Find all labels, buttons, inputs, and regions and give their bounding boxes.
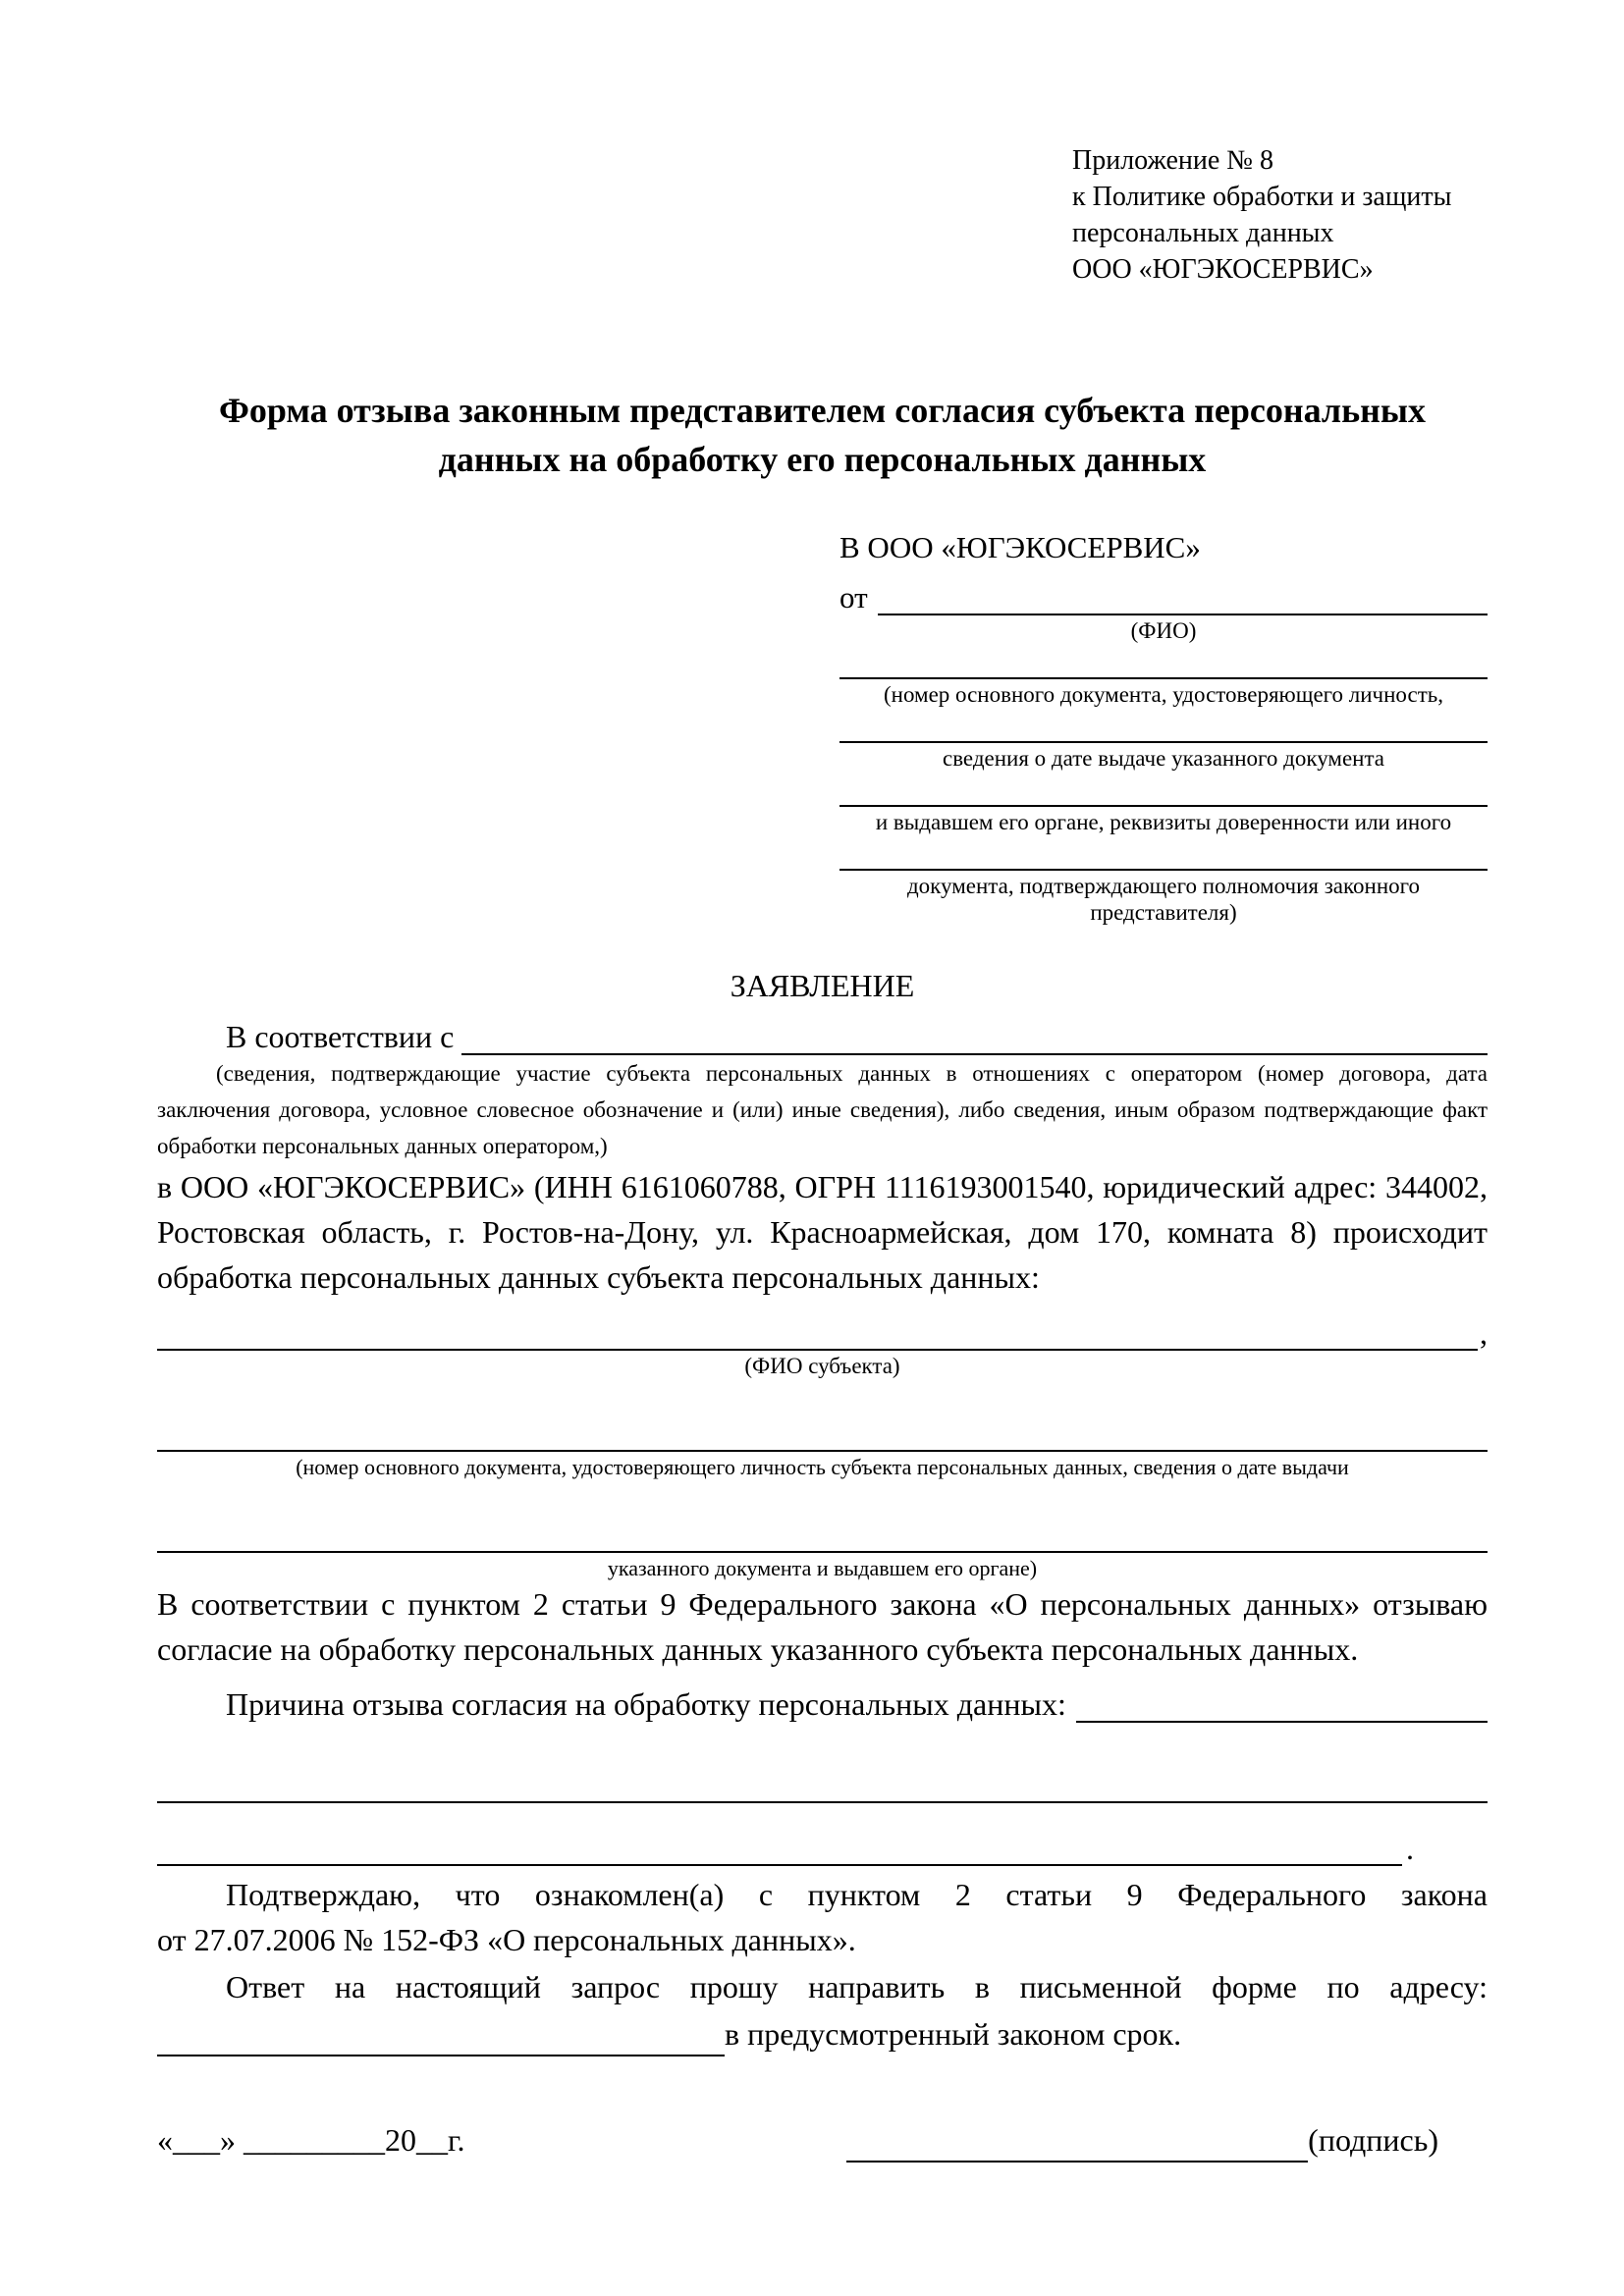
blank-line bbox=[839, 708, 1488, 743]
signature-group bbox=[846, 2117, 1438, 2163]
subject-fio-caption: (ФИО субъекта) bbox=[744, 1354, 900, 1378]
appendix-line: Приложение № 8 bbox=[1072, 145, 1273, 176]
signature-caption: (подпись) bbox=[1308, 2122, 1438, 2158]
date-line: «___» _________20__г. bbox=[157, 2122, 465, 2158]
addressee-org: В ООО «ЮГЭКОСЕРВИС» bbox=[839, 530, 1201, 564]
appendix-line: ООО «ЮГЭКОСЕРВИС» bbox=[1072, 254, 1374, 285]
field-caption: и выдавшем его органе, реквизиты доверенности или иного bbox=[875, 810, 1452, 834]
addressee-block bbox=[839, 525, 1488, 926]
subject-fio-line bbox=[157, 1304, 1488, 1351]
reply-tail: в предусмотренный законом срок. bbox=[725, 2016, 1182, 2052]
accordance-row bbox=[157, 1008, 1488, 1055]
signature-line bbox=[846, 2121, 1308, 2163]
blank-fill-line bbox=[157, 1825, 1402, 1866]
form-title: Форма отзыва законным представителем согласия субъекта персональных данных на обработку его персональных данных bbox=[218, 391, 1427, 479]
blank-line bbox=[839, 644, 1488, 679]
appendix-line: персональных данных bbox=[1072, 218, 1334, 248]
fineprint-note: (сведения, подтверждающие участие субъекта персональных данных в отношениях с оператором (номер договора, дата заключения договора, условное словесное обозначение и (или) иные сведения), либо сведения, иным образом подтверждающие факт обработки персональных данных оператором,) bbox=[157, 1061, 1488, 1158]
confirm-paragraph-line-2: от 27.07.2006 № 152-ФЗ «О персональных данных». bbox=[157, 1922, 856, 1957]
appendix-line: к Политике обработки и защиты bbox=[1072, 182, 1452, 212]
subject-fio-fill-line bbox=[157, 1309, 1478, 1351]
subject-doc-fill-line-1 bbox=[157, 1411, 1488, 1452]
from-fill-line bbox=[878, 574, 1488, 615]
operator-paragraph: в ООО «ЮГЭКОСЕРВИС» (ИНН 6161060788, ОГРН 1116193001540, юридический адрес: 344002, Ростовская область, г. Ростов-на-Дону, ул. Красноармейская, дом 170, комната 8) происходит обработка персональных данных субъекта персональных данных: bbox=[157, 1169, 1488, 1295]
subject-doc-caption-1: (номер основного документа, удостоверяющего личность субъекта персональных данных, сведения о дате выдачи bbox=[296, 1455, 1349, 1479]
field-caption: (номер основного документа, удостоверяющего личность, bbox=[883, 682, 1443, 707]
reason-blank-line-1 bbox=[157, 1756, 1488, 1803]
from-label: от bbox=[839, 580, 868, 614]
subject-doc-line-2 bbox=[157, 1506, 1488, 1553]
reason-row bbox=[157, 1674, 1488, 1723]
reply-paragraph-line-2 bbox=[157, 2009, 1488, 2056]
field-caption-fio: (ФИО) bbox=[1130, 618, 1197, 643]
trailing-period: . bbox=[1406, 1831, 1414, 1866]
statement-heading: ЗАЯВЛЕНИЕ bbox=[730, 968, 915, 1003]
reason-fill-line bbox=[1076, 1682, 1488, 1723]
accordance-lead: В соответствии с bbox=[226, 1019, 455, 1054]
appendix-header bbox=[1072, 142, 1488, 288]
withdrawal-paragraph: В соответствии с пунктом 2 статьи 9 Федерального закона «О персональных данных» отзываю согласие на обработку персональных данных указанного субъекта персональных данных. bbox=[157, 1586, 1488, 1667]
subject-fields bbox=[157, 1304, 1488, 1581]
footer bbox=[157, 2117, 1488, 2163]
blank-line bbox=[839, 772, 1488, 807]
trailing-comma: , bbox=[1480, 1315, 1488, 1351]
confirm-paragraph-line-1: Подтверждаю, что ознакомлен(а) с пунктом 2 статьи 9 Федерального закона bbox=[226, 1877, 1488, 1912]
subject-doc-caption-2: указанного документа и выдавшем его органе) bbox=[607, 1556, 1038, 1580]
reply-paragraph-line-1: Ответ на настоящий запрос прошу направить в письменной форме по адресу: bbox=[226, 1969, 1488, 2004]
subject-doc-fill-line-2 bbox=[157, 1512, 1488, 1553]
accordance-fill-line bbox=[461, 1014, 1488, 1055]
field-caption: документа, подтверждающего полномочия законного представителя) bbox=[906, 874, 1420, 925]
blank-fill-line bbox=[157, 1762, 1488, 1803]
blank-line bbox=[839, 835, 1488, 871]
field-caption: сведения о дате выдаче указанного документа bbox=[942, 746, 1385, 771]
reason-lead: Причина отзыва согласия на обработку персональных данных: bbox=[226, 1686, 1066, 1722]
reason-blank-line-2 bbox=[157, 1819, 1488, 1866]
reply-address-line bbox=[157, 2015, 725, 2056]
from-row bbox=[839, 570, 1488, 615]
subject-doc-line-1 bbox=[157, 1405, 1488, 1452]
